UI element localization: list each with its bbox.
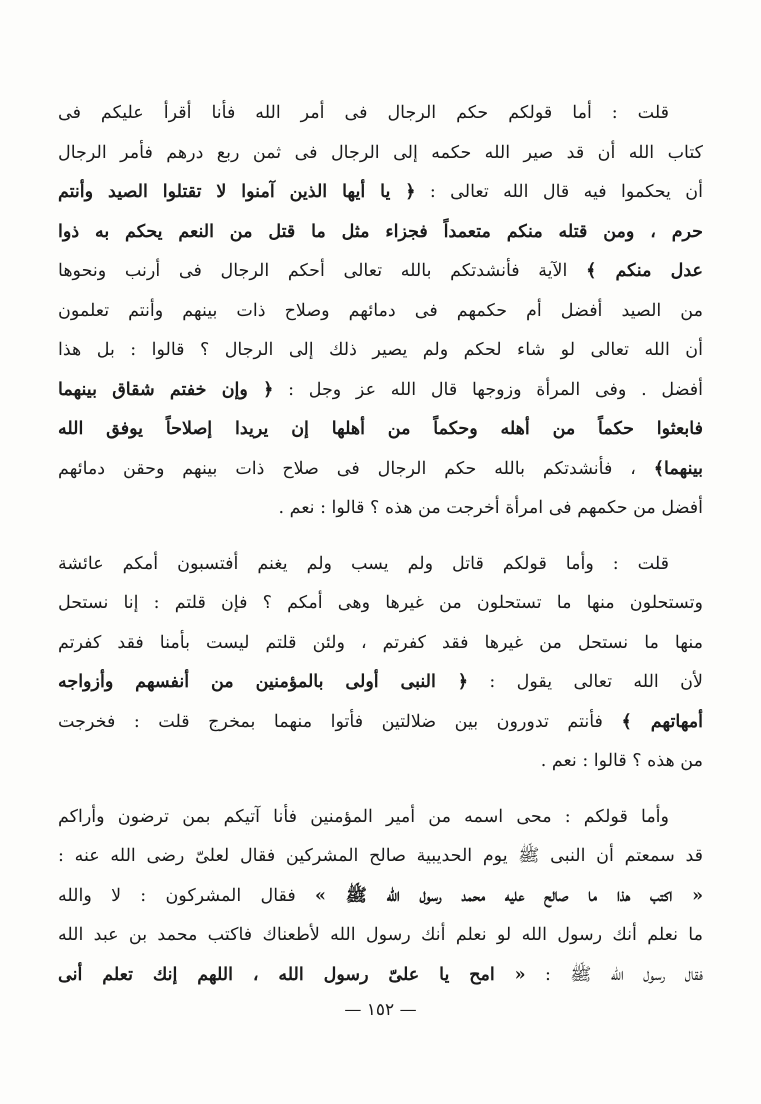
text-line [58, 584, 703, 624]
body-text: أفضل . وفى المرأة وزوجها قال الله عز وجل : [273, 379, 703, 400]
page-number: — ١٥٢ — [344, 1000, 417, 1020]
text-line [58, 213, 703, 253]
text-line [58, 545, 703, 585]
body-text: أن يحكموا فيه قال الله تعالى : [415, 182, 703, 202]
paragraph [58, 94, 703, 529]
text-line [58, 450, 703, 490]
text-line [58, 916, 703, 956]
body-text: وأما قولكم : محى اسمه من أمير المؤمنين فأنا آتيكم بمن ترضون وأراكم [58, 806, 669, 827]
text-line [58, 173, 703, 213]
body-text: أن الله تعالى لو شاء لحكم ولم يصير ذلك إلى الرجال ؟ قالوا : بل هذا [58, 340, 703, 360]
paragraph [58, 798, 703, 996]
body-text: ، فأنشدتكم بالله حكم الرجال فى صلاح ذات بينهم وحقن دمائهم [58, 458, 654, 479]
text-line [58, 624, 703, 664]
quoted-text: فابعثوا حكماً من أهله وحكماً من أهلها إن يريدا إصلاحاً يوفق الله [58, 419, 703, 439]
quoted-text: ﴿ وإن خفتم شقاق بينهما [58, 379, 274, 400]
quoted-text: عدل منكم ﴾ [586, 261, 703, 281]
text-line [58, 956, 703, 996]
text-line [58, 410, 703, 450]
quoted-text: ﴿ يا أيها الذين آمنوا لا تقتلوا الصيد وأنتم [58, 182, 416, 202]
page-body [58, 94, 703, 995]
body-text: فأنتم تدورون بين ضلالتين فأتوا منهما بمخرج قلت : فخرجت [58, 711, 622, 732]
quoted-text: حرم ، ومن قتله منكم متعمداً فجزاء مثل ما قتل من النعم يحكم به ذوا [58, 221, 703, 242]
body-text: فقال المشركون : لا والله [58, 885, 316, 906]
body-text: قلت : أما قولكم حكم الرجال فى أمر الله فأنا أقرأ عليكم فى [58, 103, 669, 123]
body-text: قلت : وأما قولكم قاتل ولم يسب ولم يغنم أفتسبون أمكم عائشة [58, 553, 669, 574]
text-line [58, 703, 703, 743]
body-text: من الصيد أفضل أم حكمهم فى دمائهم وصلاح ذات بينهم وأنتم تعلمون [58, 300, 703, 321]
text-line [58, 663, 703, 703]
text-line [58, 742, 703, 782]
text-line [58, 798, 703, 838]
body-text: منها ما نستحل من غيرها فقد كفرتم ، ولئن قلتم ليست بأمنا فقد كفرتم [58, 632, 703, 653]
body-text: أفضل من حكمهم فى امرأة أخرجت من هذه ؟ قالوا : نعم . [278, 498, 703, 518]
quoted-text: أمهاتهم ﴾ [621, 711, 703, 732]
text-line [58, 134, 703, 174]
text-line [58, 331, 703, 371]
quoted-text: « اكتب هذا ما صالح عليه محمد رسول الله ﷺ » [315, 885, 703, 906]
text-line [58, 94, 703, 134]
body-text: فقال رسول الله ﷺ : [525, 964, 703, 985]
paragraph [58, 545, 703, 782]
body-text: لأن الله تعالى يقول : [468, 672, 703, 692]
body-text: الآية فأنشدتكم بالله تعالى أحكم الرجال فى أرنب ونحوها [58, 261, 587, 281]
text-line [58, 837, 703, 877]
body-text: وتستحلون منها ما تستحلون من غيرها وهى أمكم ؟ فإن قلتم : إنا نستحل [58, 593, 703, 613]
quoted-text: « امح يا علىّ رسول الله ، اللهم إنك تعلم أنى [58, 964, 526, 985]
text-line [58, 489, 703, 529]
text-line [58, 371, 703, 411]
body-text: كتاب الله أن قد صير الله حكمه إلى الرجال فى ثمن ربع درهم فأمر الرجال [58, 142, 703, 163]
text-line [58, 877, 703, 917]
text-line [58, 292, 703, 332]
text-line [58, 252, 703, 292]
quoted-text: ﴿ النبى أولى بالمؤمنين من أنفسهم وأزواجه [58, 672, 469, 692]
body-text: قد سمعتم أن النبى ﷺ يوم الحديبية صالح المشركين فقال لعلىّ رضى الله عنه : [58, 846, 703, 866]
body-text: من هذه ؟ قالوا : نعم . [540, 751, 703, 771]
quoted-text: بينهما﴾ [653, 458, 703, 479]
body-text: ما نعلم أنك رسول الله لو نعلم أنك رسول الله لأطعناك فاكتب محمد بن عبد الله [58, 925, 703, 945]
